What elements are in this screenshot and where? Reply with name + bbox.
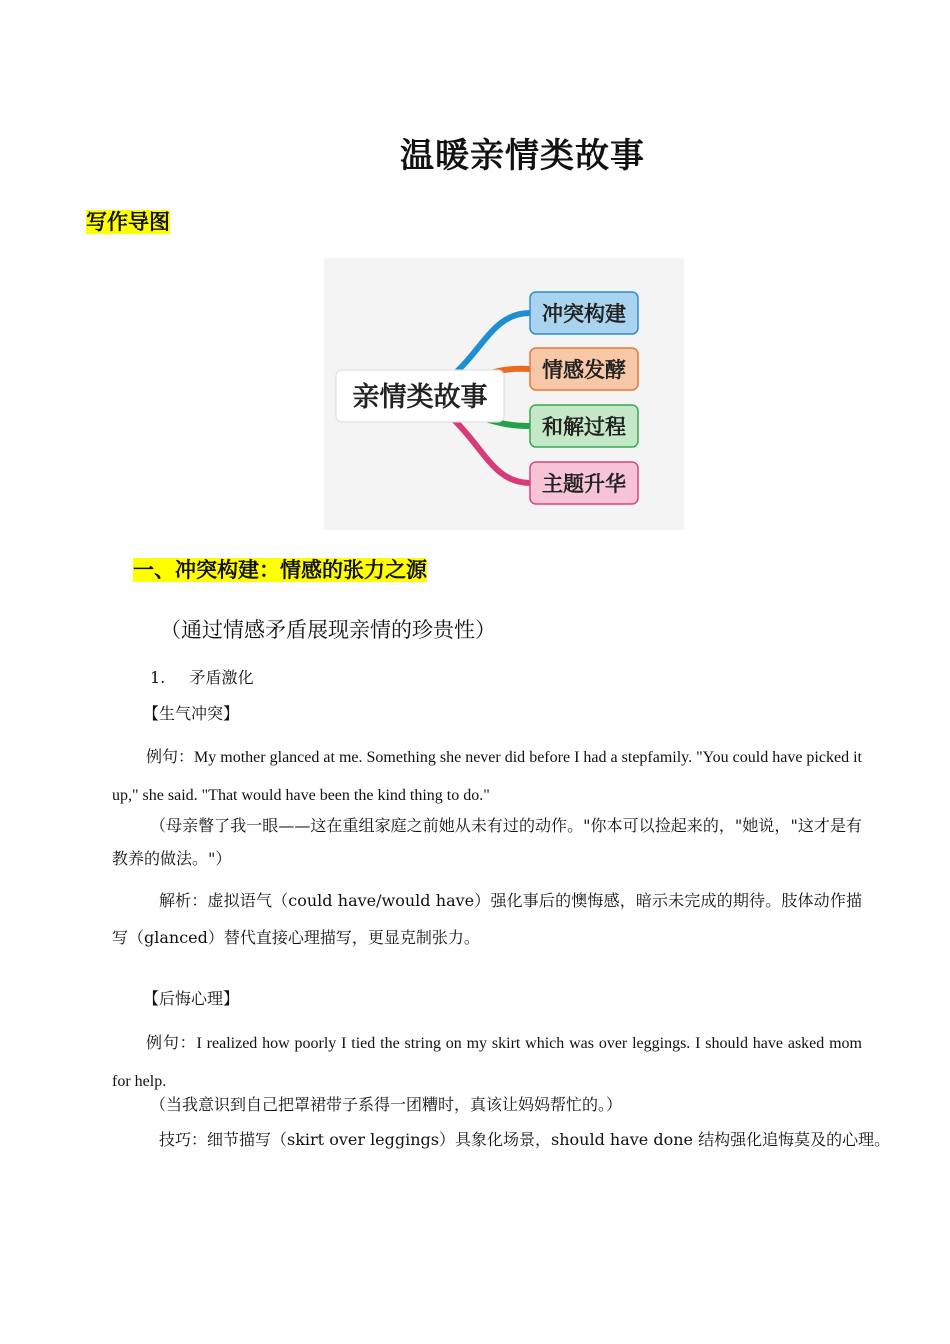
section1-heading	[133, 554, 427, 584]
mindmap-branch-label: 冲突构建	[542, 302, 626, 326]
block1-example-label: 例句：	[146, 747, 195, 766]
mindmap-branch-label: 主题升华	[542, 472, 626, 496]
block2-example-label: 例句：	[146, 1033, 197, 1052]
list-item-number: 1.	[150, 668, 166, 687]
mindmap-branch-label: 情感发酵	[542, 358, 626, 382]
list-item-label: 矛盾激化	[189, 668, 254, 687]
mindmap-branch-3	[530, 462, 638, 504]
block2-technique: 技巧：细节描写（skirt over leggings）具象化场景，should have done 结构强化追悔莫及的心理。	[159, 1130, 891, 1149]
page-title: 温暖亲情类故事	[400, 136, 645, 176]
block1-translation: （母亲瞥了我一眼——这在重组家庭之前她从未有过的动作。"你本可以捡起来的，"她说，"这才是有教养的做法。"）	[112, 816, 862, 868]
block2-tag: 【后悔心理】	[143, 989, 240, 1008]
mindmap-branch-0	[530, 292, 638, 334]
mindmap-branch-1	[530, 348, 638, 390]
block2-translation: （当我意识到自己把罩裙带子系得一团糟时，真该让妈妈帮忙的。）	[150, 1095, 623, 1114]
section1-subtitle: （通过情感矛盾展现亲情的珍贵性）	[160, 618, 496, 642]
mindmap-svg	[324, 258, 684, 530]
guide-heading-text: 写作导图	[86, 210, 170, 234]
mindmap-figure	[324, 258, 684, 530]
mindmap-branch-2	[530, 405, 638, 447]
list-item-1	[150, 668, 253, 688]
block1-tag: 【生气冲突】	[143, 704, 240, 723]
mindmap-branch-label: 和解过程	[542, 415, 626, 439]
block2-example	[112, 1024, 862, 1100]
block1-analysis: 解析：虚拟语气（could have/would have）强化事后的懊悔感，暗示未完成的期待。肢体动作描写（glanced）替代直接心理描写，更显克制张力。	[112, 891, 862, 947]
mindmap-center-label: 亲情类故事	[352, 382, 488, 413]
block2-example-text: I realized how poorly I tied the string on my skirt which was over leggings. I should have asked mom for help.	[112, 1035, 862, 1090]
guide-heading	[86, 206, 170, 236]
section1-heading-text: 一、冲突构建：情感的张力之源	[133, 558, 427, 582]
block1-example-text: My mother glanced at me. Something she never did before I had a stepfamily. "You could have picked it up," she said. "That would have been the kind thing to do."	[112, 749, 862, 804]
block1-example	[112, 738, 862, 814]
